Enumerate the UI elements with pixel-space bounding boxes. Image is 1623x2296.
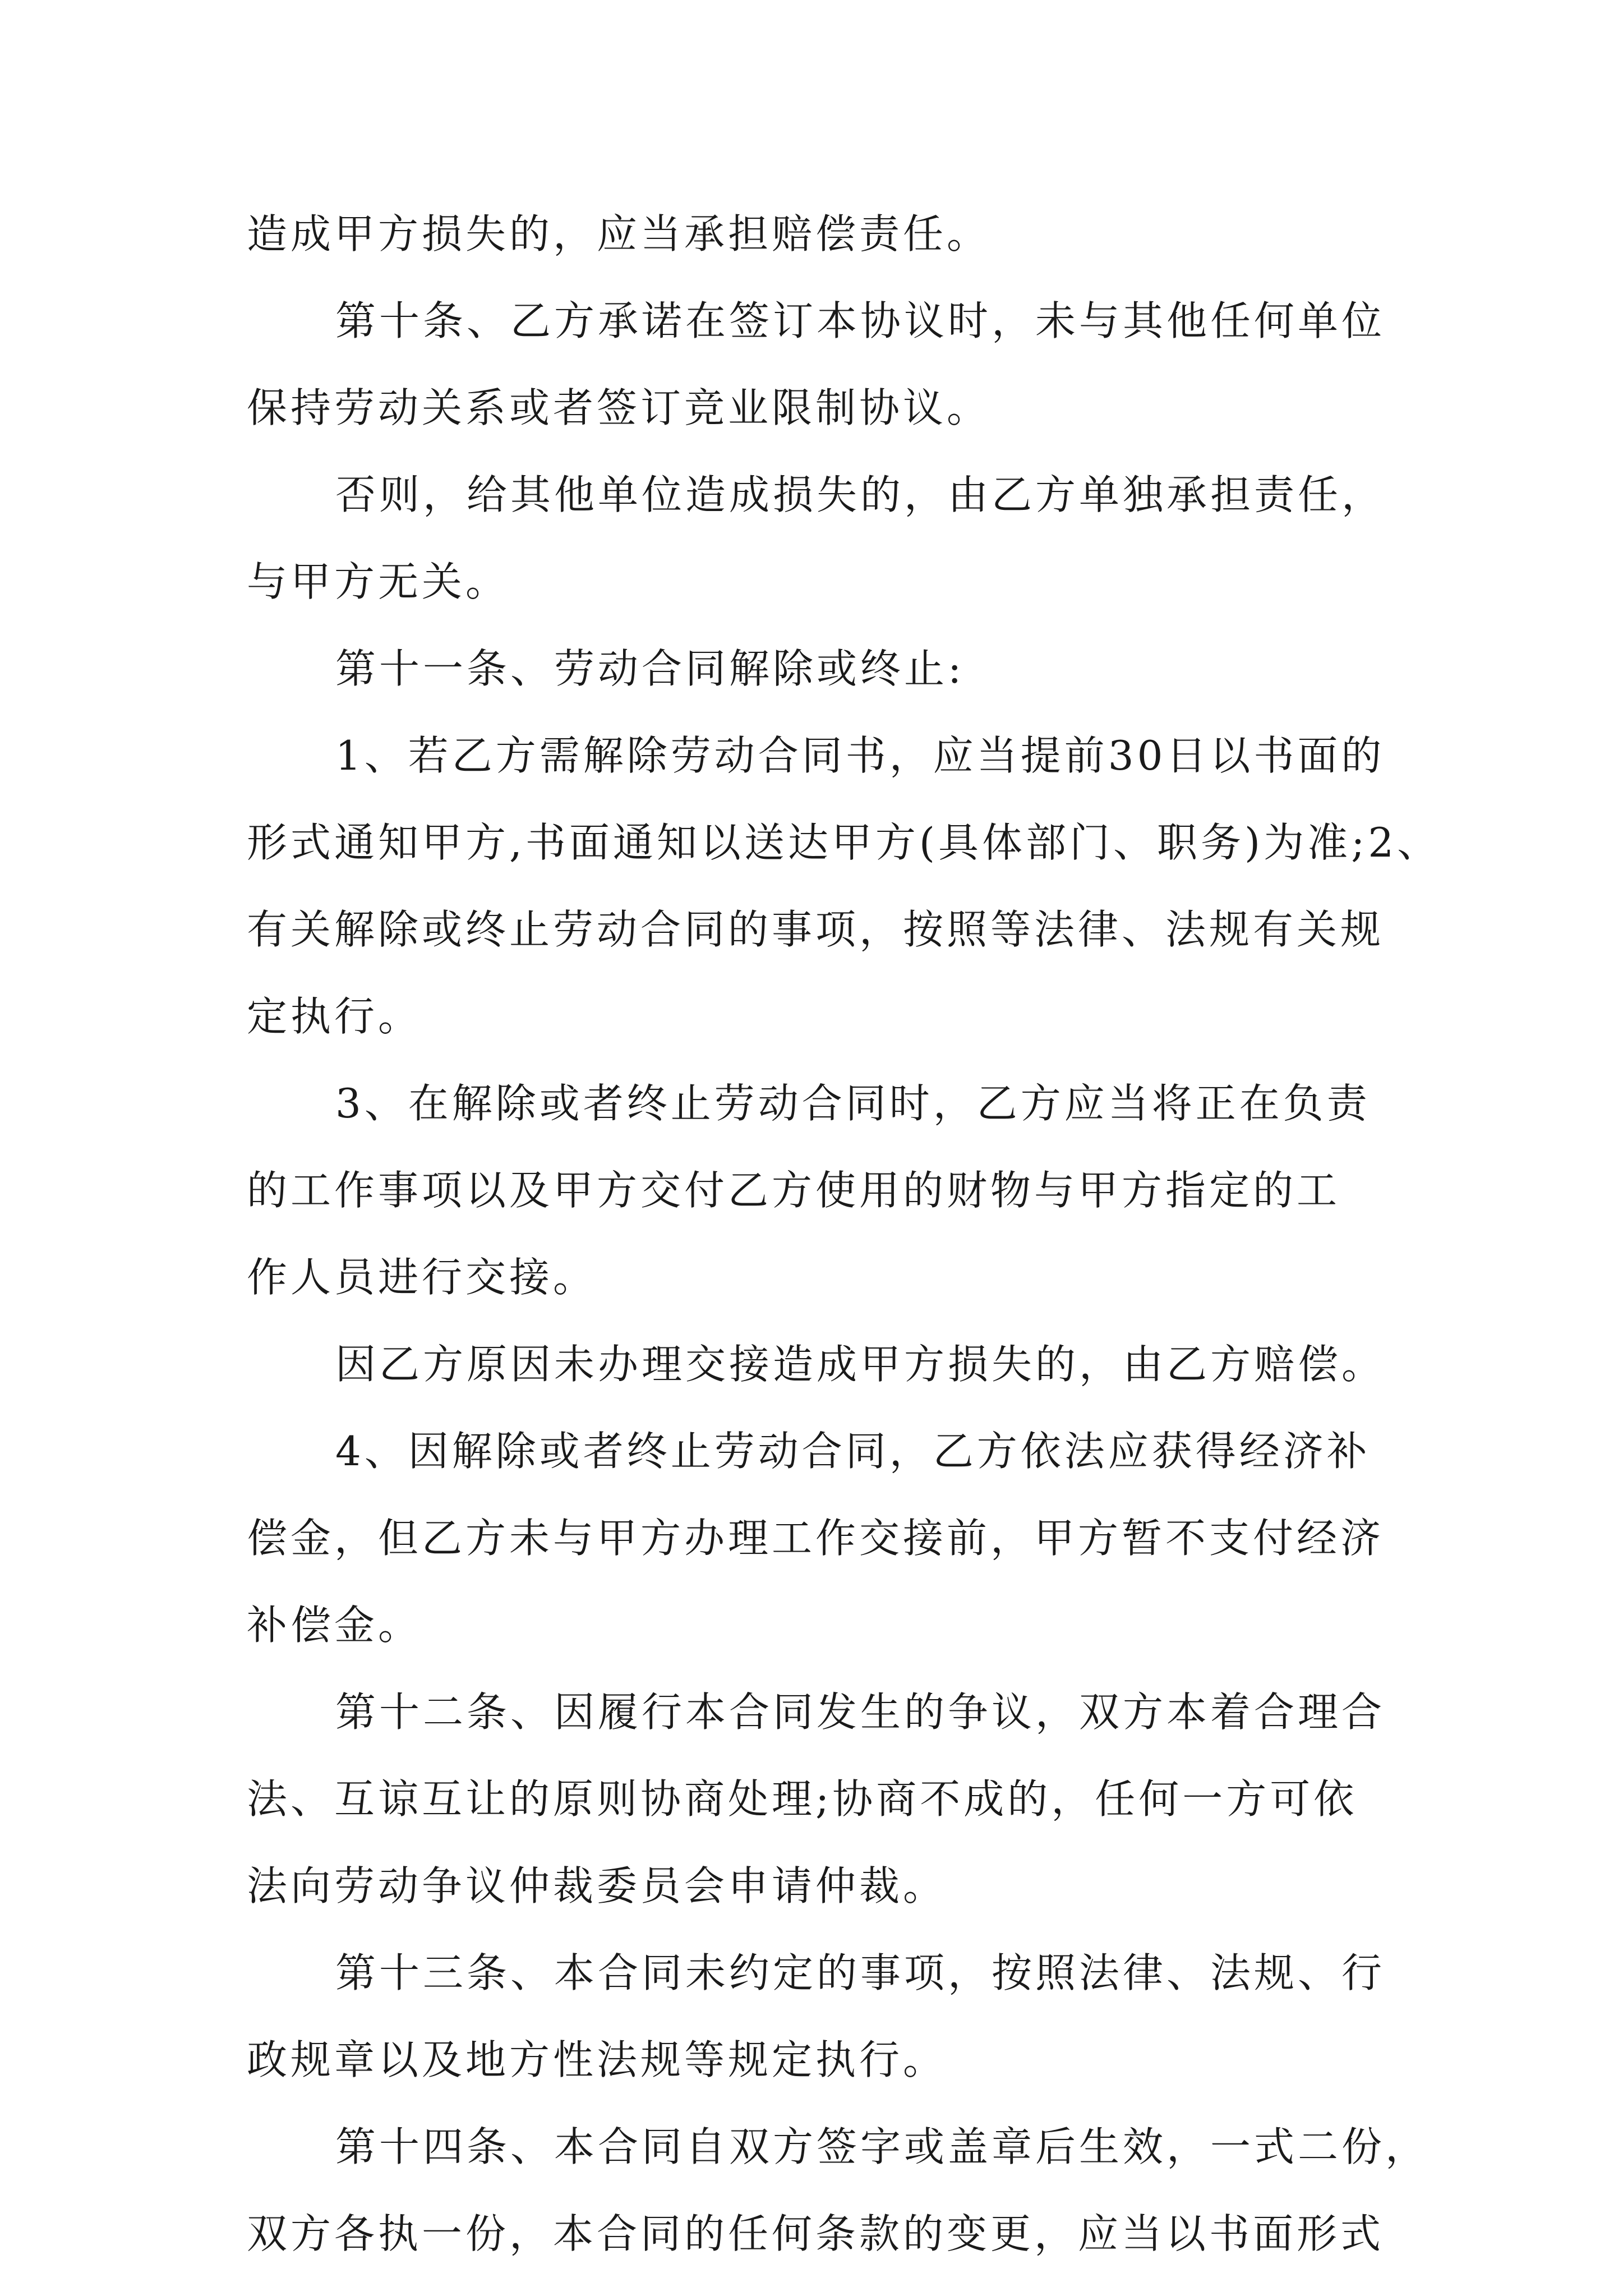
text-line-1: 造成甲方损失的，应当承担赔偿责任。: [247, 210, 991, 257]
text-line-23: 第十四条、本合同自双方签字或盖章后生效，一式二份，: [335, 2123, 1430, 2170]
text-line-9: 有关解除或终止劳动合同的事项，按照等法律、法规有关规: [247, 906, 1385, 953]
text-line-21: 第十三条、本合同未约定的事项，按照法律、法规、行: [335, 1949, 1386, 1996]
text-line-20: 法向劳动争议仲裁委员会申请仲裁。: [247, 1862, 947, 1910]
text-line-10: 定执行。: [247, 993, 422, 1040]
contract-text: [247, 191, 1441, 2277]
text-line-8: 形式通知甲方,书面通知以送达甲方(具体部门、职务)为准;2、: [247, 819, 1441, 866]
text-line-24: 双方各执一份，本合同的任何条款的变更，应当以书面形式: [247, 2210, 1385, 2257]
text-line-22: 政规章以及地方性法规等规定执行。: [247, 2036, 947, 2083]
text-line-7: 1、若乙方需解除劳动合同书，应当提前30日以书面的: [335, 732, 1385, 779]
text-line-4: 否则，给其他单位造成损失的，由乙方单独承担责任，: [335, 471, 1386, 518]
text-line-16: 偿金，但乙方未与甲方办理工作交接前，甲方暂不支付经济: [247, 1515, 1385, 1562]
text-line-6: 第十一条、劳动合同解除或终止:: [335, 645, 965, 692]
text-line-19: 法、互谅互让的原则协商处理;协商不成的，任何一方可依: [247, 1775, 1358, 1823]
text-line-11: 3、在解除或者终止劳动合同时，乙方应当将正在负责: [335, 1080, 1371, 1127]
text-line-5: 与甲方无关。: [247, 558, 510, 605]
text-line-17: 补偿金。: [247, 1602, 422, 1649]
text-line-18: 第十二条、因履行本合同发生的争议，双方本着合理合: [335, 1688, 1386, 1736]
text-line-3: 保持劳动关系或者签订竞业限制协议。: [247, 384, 991, 431]
text-line-14: 因乙方原因未办理交接造成甲方损失的，由乙方赔偿。: [335, 1341, 1386, 1388]
text-line-2: 第十条、乙方承诺在签订本协议时，未与其他任何单位: [335, 297, 1386, 344]
text-line-13: 作人员进行交接。: [247, 1254, 597, 1301]
text-line-15: 4、因解除或者终止劳动合同，乙方依法应获得经济补: [335, 1428, 1371, 1475]
text-line-12: 的工作事项以及甲方交付乙方使用的财物与甲方指定的工: [247, 1167, 1341, 1214]
